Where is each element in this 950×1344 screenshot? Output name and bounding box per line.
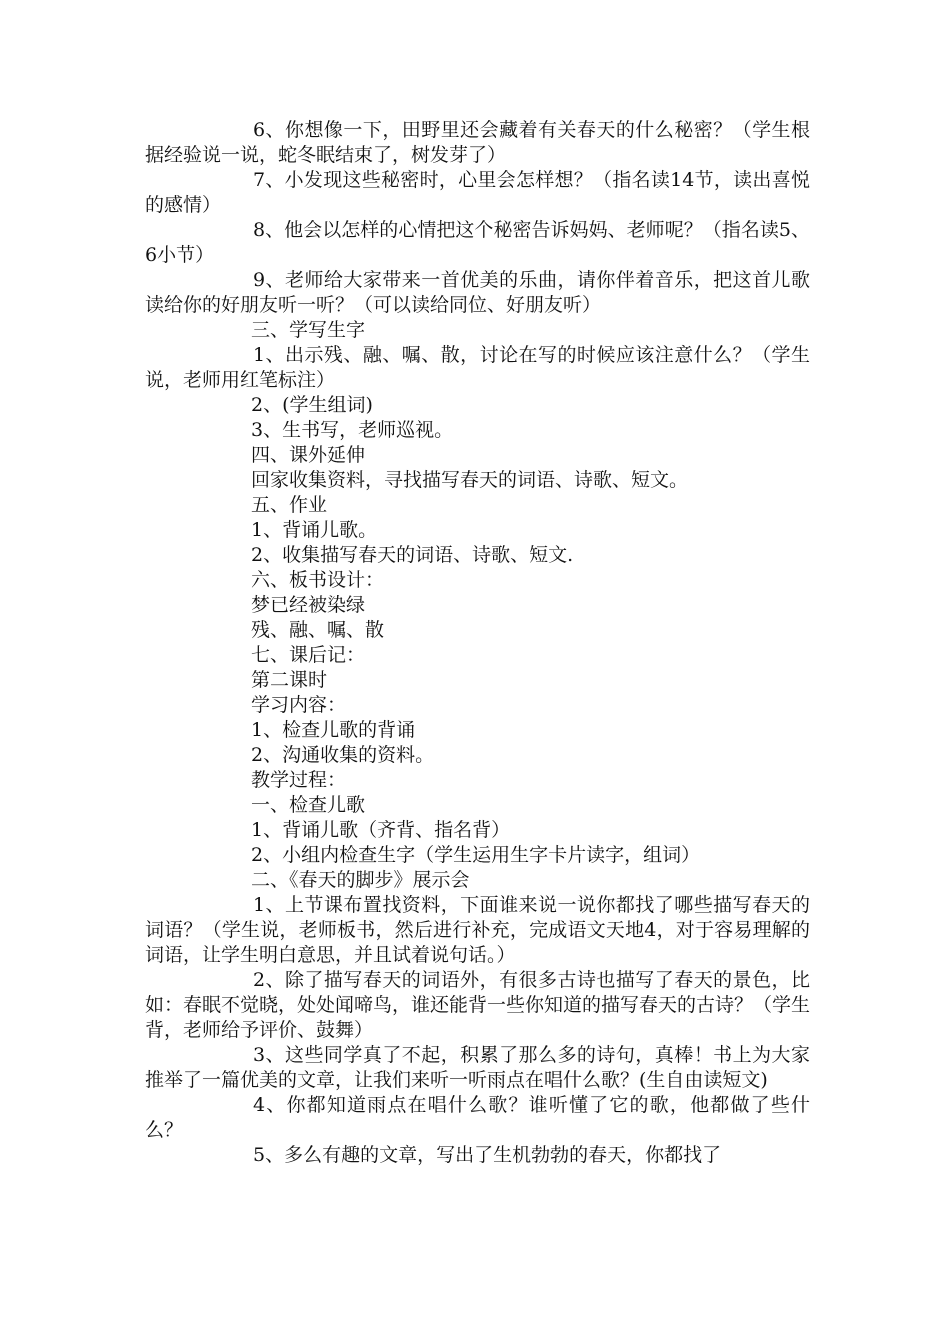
paragraph: 1、检查儿歌的背诵 xyxy=(251,719,416,741)
paragraph: 7、小发现这些秘密时，心里会怎样想？（指名读14节，读出喜悦的感情） xyxy=(145,169,810,216)
paragraph: 4、你都知道雨点在唱什么歌？谁听懂了它的歌，他都做了些什么？ xyxy=(145,1094,810,1141)
paragraph: 3、这些同学真了不起，积累了那么多的诗句，真棒！书上为大家推举了一篇优美的文章，让我们来听一听雨点在唱什么歌？(生自由读短文) xyxy=(145,1044,810,1091)
paragraph: 8、他会以怎样的心情把这个秘密告诉妈妈、老师呢？（指名读5、6小节） xyxy=(145,219,810,266)
paragraph: 1、上节课布置找资料，下面谁来说一说你都找了哪些描写春天的词语？（学生说，老师板书，然后进行补充，完成语文天地4，对于容易理解的词语，让学生明白意思，并且试着说句话。） xyxy=(145,894,810,966)
paragraph: 三、学写生字 xyxy=(251,319,366,341)
paragraph: 教学过程： xyxy=(251,769,347,791)
document-body xyxy=(145,118,810,1168)
paragraph: 二、《春天的脚步》展示会 xyxy=(251,869,470,891)
paragraph: 学习内容： xyxy=(251,694,347,716)
paragraph: 6、你想像一下，田野里还会藏着有关春天的什么秘密？（学生根据经验说一说，蛇冬眠结束了，树发芽了） xyxy=(145,119,810,166)
paragraph: 第二课时 xyxy=(251,669,328,691)
paragraph: 1、出示残、融、嘱、散，讨论在写的时候应该注意什么？（学生说，老师用红笔标注） xyxy=(145,344,810,391)
paragraph: 梦已经被染绿 xyxy=(251,594,366,616)
paragraph: 四、课外延伸 xyxy=(251,444,366,466)
paragraph: 5、多么有趣的文章，写出了生机勃勃的春天，你都找了 xyxy=(253,1144,722,1166)
paragraph: 2、(学生组词) xyxy=(251,394,373,416)
paragraph: 一、检查儿歌 xyxy=(251,794,366,816)
paragraph: 2、除了描写春天的词语外，有很多古诗也描写了春天的景色，比如：春眠不觉晓，处处闻啼鸟，谁还能背一些你知道的描写春天的古诗？（学生背，老师给予评价、鼓舞） xyxy=(145,969,811,1041)
paragraph: 五、作业 xyxy=(251,494,328,516)
paragraph: 3、生书写，老师巡视。 xyxy=(251,419,454,441)
paragraph: 七、课后记： xyxy=(251,644,366,666)
paragraph: 2、收集描写春天的词语、诗歌、短文. xyxy=(251,544,574,566)
paragraph: 1、背诵儿歌（齐背、指名背） xyxy=(251,819,511,841)
paragraph: 1、背诵儿歌。 xyxy=(251,519,378,541)
paragraph: 2、小组内检查生字（学生运用生字卡片读字，组词） xyxy=(251,844,701,866)
paragraph: 六、板书设计： xyxy=(251,569,385,591)
paragraph: 2、沟通收集的资料。 xyxy=(251,744,435,766)
paragraph: 9、老师给大家带来一首优美的乐曲，请你伴着音乐，把这首儿歌读给你的好朋友听一听？（可以读给同位、好朋友听） xyxy=(145,269,810,316)
paragraph: 回家收集资料，寻找描写春天的词语、诗歌、短文。 xyxy=(251,469,689,491)
paragraph: 残、融、嘱、散 xyxy=(251,619,385,641)
